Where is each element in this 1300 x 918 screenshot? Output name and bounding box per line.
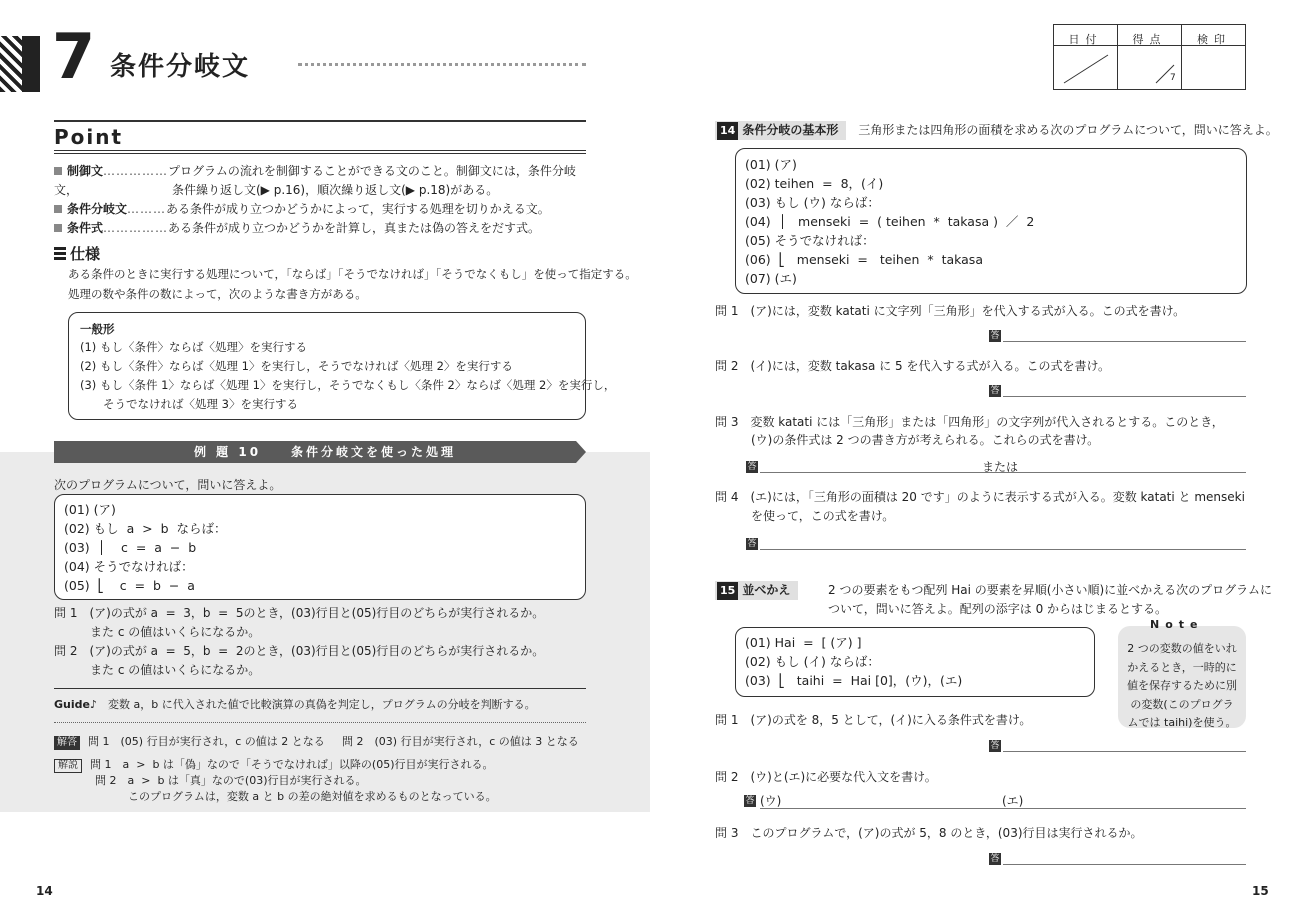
title-rule (298, 63, 586, 66)
q15-text: ついて，問いに答えよ。配列の添字は 0 からはじまるとする。 (828, 602, 1168, 616)
q15-text: 2 つの要素をもつ配列 Hai の要素を昇順(小さい順)に並べかえる次のプログラムに (828, 583, 1273, 597)
divider (54, 722, 586, 723)
guide-row: Guide♪ 変数 a，b に代入された値で比較演算の真偽を判定し，プログラムの分岐を判断する。 (54, 698, 536, 711)
note-bubble: 2 つの変数の値をいれかえるとき，一時的に値を保存するために別の変数(このプログラムでは taihi)を使う。 (1118, 626, 1246, 728)
or-label: または (982, 460, 1019, 474)
answer-tag: 答 (747, 539, 757, 549)
answer-row: 解答 問 1 (05) 行目が実行され，c の値は 2 となる (54, 732, 325, 751)
code-line: (03) ⎣ taihi = Hai [0]，(ウ)，(エ) (745, 673, 963, 688)
spec-title: 仕様 (70, 245, 101, 263)
score-table (1053, 24, 1246, 90)
q15-question: 問 1 (ア)の式を 8，5 として，(イ)に入る条件式を書け。 (715, 713, 1032, 727)
def-row: 条件繰り返し文(▶ p.16)，順次繰り返し文(▶ p.18)がある。 (172, 183, 499, 197)
q14-question: 問 3 変数 katati には「三角形」または「四角形」の文字列が代入されるとする。このとき， (715, 415, 1224, 429)
spec-text: ある条件のときに実行する処理について，「ならば」「そうでなければ」「そうでなくもし」を使って指定する。 (68, 267, 637, 281)
code-line: (02) teihen = 8，(イ) (745, 176, 884, 191)
example-bar: 例 題 10 条件分岐文を使った処理 (54, 441, 576, 463)
q14-question: 問 1 (ア)には，変数 katati に文字列「三角形」を代入する式が入る。この式を書け。 (715, 304, 1186, 318)
code-line: (07) (エ) (745, 271, 797, 286)
answer-tag: 答 (990, 741, 1000, 751)
code-line: (01) (ア) (745, 157, 797, 172)
explanation-row: 解説 問 1 a > b は「偽」なので「そうでなければ」以降の(05)行目が実行される。 (54, 755, 494, 774)
code-line: (02) もし a > b ならば： (64, 521, 227, 536)
chapter-title: 条件分岐文 (110, 52, 251, 82)
answer-tag: 答 (990, 854, 1000, 864)
explanation-row: 問 2 a > b は「真」なので(03)行目が実行される。 (95, 774, 367, 787)
q14-question: 問 4 (エ)には，「三角形の面積は 20 です」のように表示する式が入る。変数 katati と menseki (715, 490, 1245, 504)
answer-e-label: (エ) (1002, 794, 1024, 808)
answer-line[interactable] (1003, 396, 1246, 397)
q14-question: 問 2 (イ)には，変数 takasa に 5 を代入する式が入る。この式を書け。 (715, 359, 1110, 373)
point-header (54, 120, 586, 154)
explanation-row: このプログラムは，変数 a と b の差の絶対値を求めるものとなっている。 (95, 790, 497, 803)
code-line: (01) Hai = [ (ア) ] (745, 635, 862, 650)
example-question: 問 2 (ア)の式が a = 5，b = 2のとき，(03)行目と(05)行目のどちらが実行されるか。 (54, 644, 545, 658)
date-cell: 日付 (1054, 25, 1118, 89)
example-bar-tip (576, 441, 586, 463)
q14-header: 14 条件分岐の基本形 三角形または四角形の面積を求める次のプログラムについて，問いに答えよ。 (715, 121, 1278, 140)
stamp-cell: 検印 (1197, 33, 1231, 46)
code-line: (06) ⎣ menseki = teihen * takasa (745, 252, 983, 267)
q14-question: を使って，この式を書け。 (715, 509, 895, 523)
def-row: 制御文……………プログラムの流れを制御することができる文のこと。制御文には，条件分岐文， (54, 164, 576, 197)
answer-tag: 答 (747, 462, 757, 472)
answer-line[interactable] (1003, 341, 1246, 342)
point-title: Point (54, 125, 124, 149)
q15-question: 問 2 (ウ)と(エ)に必要な代入文を書け。 (715, 770, 937, 784)
general-title: 一般形 (80, 322, 115, 336)
page-number: 14 (36, 884, 53, 898)
example-intro: 次のプログラムについて，問いに答えよ。 (54, 478, 282, 492)
chapter-mark (0, 36, 40, 92)
q15-header: 15 並べかえ (715, 581, 798, 600)
page-number: 15 (1252, 884, 1269, 898)
answer-line[interactable] (1003, 751, 1246, 752)
code-line: (03) │ c = a − b (64, 540, 197, 555)
example-question: また c の値はいくらになるか。 (54, 625, 261, 639)
score-cell: 得点 7 (1118, 25, 1182, 89)
code-line: (05) そうでなければ： (745, 233, 875, 248)
general-line: そうでなければ〈処理 3〉を実行する (80, 397, 298, 411)
general-line: (2) もし〈条件〉ならば〈処理 1〉を実行し，そうでなければ〈処理 2〉を実行する (80, 359, 513, 373)
example-question: 問 1 (ア)の式が a = 3，b = 5のとき，(03)行目と(05)行目のどちらが実行されるか。 (54, 606, 545, 620)
example-question: また c の値はいくらになるか。 (54, 663, 261, 677)
answer-line[interactable] (760, 549, 1246, 550)
answer-tag: 答 (990, 331, 1000, 341)
q15-question: 問 3 このプログラムで，(ア)の式が 5，8 のとき，(03)行目は実行されるか。 (715, 826, 1143, 840)
spec-icon (54, 246, 66, 260)
code-line: (03) もし (ウ) ならば： (745, 195, 880, 210)
code-line: (04) │ menseki = ( teihen * takasa ) ／ 2 (745, 214, 1035, 229)
answer-line[interactable] (760, 808, 1246, 809)
code-line: (04) そうでなければ： (64, 559, 194, 574)
q14-question: (ウ)の条件式は 2 つの書き方が考えられる。これらの式を書け。 (715, 433, 1100, 447)
answer-line[interactable] (1003, 864, 1246, 865)
answer-u-label: (ウ) (760, 794, 782, 808)
answer-row: 問 2 (03) 行目が実行され，c の値は 3 となる (342, 735, 579, 748)
general-line: (3) もし〈条件 1〉ならば〈処理 1〉を実行し，そうでなくもし〈条件 2〉ならば〈処理 2〉を実行し， (80, 378, 616, 392)
def-row: 条件分岐文………ある条件が成り立つかどうかによって，実行する処理を切りかえる文。 (54, 200, 586, 219)
code-line: (05) ⎣ c = b − a (64, 578, 195, 593)
code-line: (01) (ア) (64, 502, 116, 517)
answer-tag: 答 (745, 796, 755, 806)
def-row: 条件式……………ある条件が成り立つかどうかを計算し，真または偽の答えをだす式。 (54, 219, 586, 238)
general-line: (1) もし〈条件〉ならば〈処理〉を実行する (80, 340, 307, 354)
spec-text: 処理の数や条件の数によって，次のような書き方がある。 (68, 287, 367, 301)
note-title: Note (1150, 618, 1204, 631)
chapter-number: 7 (52, 20, 96, 93)
answer-tag: 答 (990, 386, 1000, 396)
divider (54, 688, 586, 689)
code-line: (02) もし (イ) ならば： (745, 654, 880, 669)
